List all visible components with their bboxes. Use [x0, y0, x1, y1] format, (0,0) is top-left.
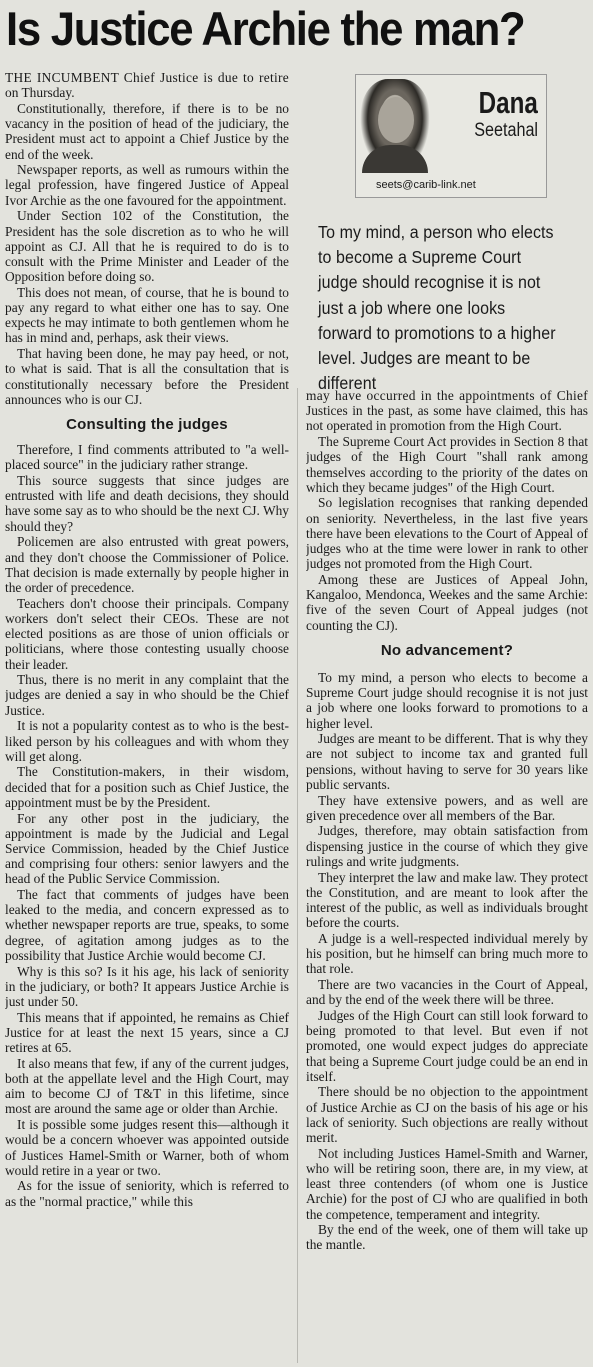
right-column-body: [306, 670, 588, 1253]
article-paragraph: That having been done, he may pay heed, or not, to what is said. That is all the consultation that is constitutionally necessary before the President announces who is our CJ.: [5, 346, 289, 407]
article-paragraph: Among these are Justices of Appeal John, Kangaloo, Mendonca, Weekes and the same Archie: five of the seven Court of Appeal judges (not counting the CJ).: [306, 571, 588, 633]
column-divider: [297, 388, 298, 1363]
article-paragraph: They have extensive powers, and as well are given precedence over all members of the Bar.: [306, 792, 588, 823]
article-paragraph: It is possible some judges resent this—although it would be a concern whoever was appointed outside of Justices Hamel-Smith or Warner, both of whom would retire in a year or two.: [5, 1117, 289, 1178]
article-paragraph: It also means that few, if any of the current judges, both at the appellate level and the High Court, may aim to become CJ of T&T in this lifetime, since most are around the same age or older than Archie.: [5, 1055, 289, 1117]
headline: Is Justice Archie the man?: [6, 2, 525, 55]
article-paragraph: By the end of the week, one of them will take up the mantle.: [306, 1222, 588, 1253]
article-paragraph: This source suggests that since judges are entrusted with life and death decisions, they should have some say as to who should be the next CJ. Why should they?: [5, 473, 289, 534]
author-email[interactable]: seets@carib-link.net: [376, 179, 476, 191]
right-column-intro: [306, 388, 588, 633]
article-paragraph: Constitutionally, therefore, if there is to be no vacancy in the position of head of the judiciary, the President must act to appoint a Chief Justice by the end of the week.: [5, 100, 289, 162]
article-paragraph: As for the issue of seniority, which is referred to as the "normal practice," while this: [5, 1178, 289, 1209]
author-last-name: Seetahal: [474, 120, 538, 141]
author-photo: [360, 79, 430, 173]
subhead-no-advancement: No advancement?: [380, 641, 514, 659]
article-paragraph: Judges, therefore, may obtain satisfaction from dispensing justice in the course of which they give rulings and write judgments.: [306, 823, 588, 869]
article-paragraph: This means that if appointed, he remains as Chief Justice for at least the next 15 years, since a CJ retires at 65.: [5, 1009, 289, 1056]
article-paragraph: Judges of the High Court can still look forward to being promoted to that level. But even if not promoted, one would expect judges do appreciate that being a Supreme Court judge could be an end in itself.: [306, 1007, 588, 1084]
article-paragraph: Thus, there is no merit in any complaint that the judges are denied a say in who should be the Chief Justice.: [5, 672, 289, 718]
article-paragraph: The fact that comments of judges have been leaked to the media, and concern expressed as to whether newspaper reports are true, speaks, to some degree, of agitation among judges as to the possibility that Justice Archie would become CJ.: [5, 887, 289, 963]
author-first-name: Dana: [478, 85, 538, 120]
pull-quote: To my mind, a person who elects to become a Supreme Court judge should recognise it is not just a job where one looks forward to promotions to a higher level. Judges are meant to be different: [318, 222, 556, 394]
article-paragraph: Why is this so? Is it his age, his lack of seniority in the judiciary, or both? It appears Justice Archie is just under 50.: [5, 963, 289, 1009]
article-paragraph: For any other post in the judiciary, the appointment is made by the Judicial and Legal Service Commission, headed by the Chief Justice and comprising four others: senior lawyers and the head of the Public Service Commission.: [5, 810, 289, 887]
author-byline-box: [355, 74, 547, 198]
article-paragraph: Under Section 102 of the Constitution, the President has the sole discretion as to who he will appoint as CJ. All that he is required to do is to consult with the Prime Minister and Leader of the Opposition before doing so.: [5, 208, 289, 285]
article-paragraph: The Constitution-makers, in their wisdom, decided that for a position such as Chief Justice, the appointment must be by the President.: [5, 764, 289, 810]
article-paragraph: It is not a popularity contest as to who is the best-liked person by his colleagues and with whom they will get along.: [5, 718, 289, 764]
article-paragraph: There are two vacancies in the Court of Appeal, and by the end of the week there will be three.: [306, 977, 588, 1008]
article-paragraph: This does not mean, of course, that he is bound to pay any regard to what either one has to say. One expects he may intimate to both gentlemen whom he has in mind and, perhaps, ask their views.: [5, 284, 289, 346]
author-face: [378, 97, 414, 143]
article-paragraph: may have occurred in the appointments of Chief Justices in the past, as some have claimed, this has not operated in promotion from the High Court.: [306, 388, 588, 434]
article-paragraph: The Supreme Court Act provides in Section 8 that judges of the High Court "shall rank among themselves according to the priority of the dates on which they became judges" of the High Court.: [306, 434, 588, 495]
subhead-consulting-judges: Consulting the judges: [66, 415, 228, 433]
left-column: [5, 70, 289, 1365]
article-paragraph: Policemen are also entrusted with great powers, and they don't choose the Commissioner of Police. That decision is made externally by people higher in the order of precedence.: [5, 534, 289, 595]
right-column: [306, 388, 588, 1366]
article-paragraph: Teachers don't choose their principals. Company workers don't select their CEOs. These are not elected positions as are those of union officials or politicians, where those contesting usually choose their leader.: [5, 595, 289, 672]
article-paragraph: Therefore, I find comments attributed to "a well-placed source" in the judiciary rather strange.: [5, 442, 289, 473]
article-paragraph: They interpret the law and make law. They protect the Constitution, and are meant to look after the interest of the public, as well as individuals brought before the courts.: [306, 869, 588, 931]
article-paragraph: Newspaper reports, as well as rumours within the legal profession, have fingered Justice of Appeal Ivor Archie as the one favoured for the appointment.: [5, 162, 289, 208]
article-paragraph: Not including Justices Hamel-Smith and Warner, who will be retiring soon, there are, in my view, at least three contenders (of whom one is Justice Archie) for the post of CJ who are qualified in both the competence, temperament and integrity.: [306, 1145, 588, 1222]
article-paragraph: A judge is a well-respected individual merely by his position, but he himself can bring much more to that role.: [306, 930, 588, 977]
article-paragraph: Judges are meant to be different. That is why they are not subject to income tax and granted full pensions, without having to serve for 30 years like public servants.: [306, 731, 588, 792]
article-paragraph: THE INCUMBENT Chief Justice is due to retire on Thursday.: [5, 70, 289, 101]
article-paragraph: So legislation recognises that ranking depended on seniority. Nevertheless, in the last five years there have been elevations to the Court of Appeal of judges who at the time were lower in rank to other judges not promoted from the High Court.: [306, 495, 588, 572]
left-column-intro: [5, 70, 289, 407]
author-shoulders: [362, 145, 428, 173]
article-paragraph: There should be no objection to the appointment of Justice Archie as CJ on the basis of his age or his lack of seniority. Such objections are really without merit.: [306, 1084, 588, 1146]
left-column-body: [5, 442, 289, 1209]
article-paragraph: To my mind, a person who elects to become a Supreme Court judge should recognise it is not just a job where one looks forward to promotions to a higher level.: [306, 669, 588, 731]
